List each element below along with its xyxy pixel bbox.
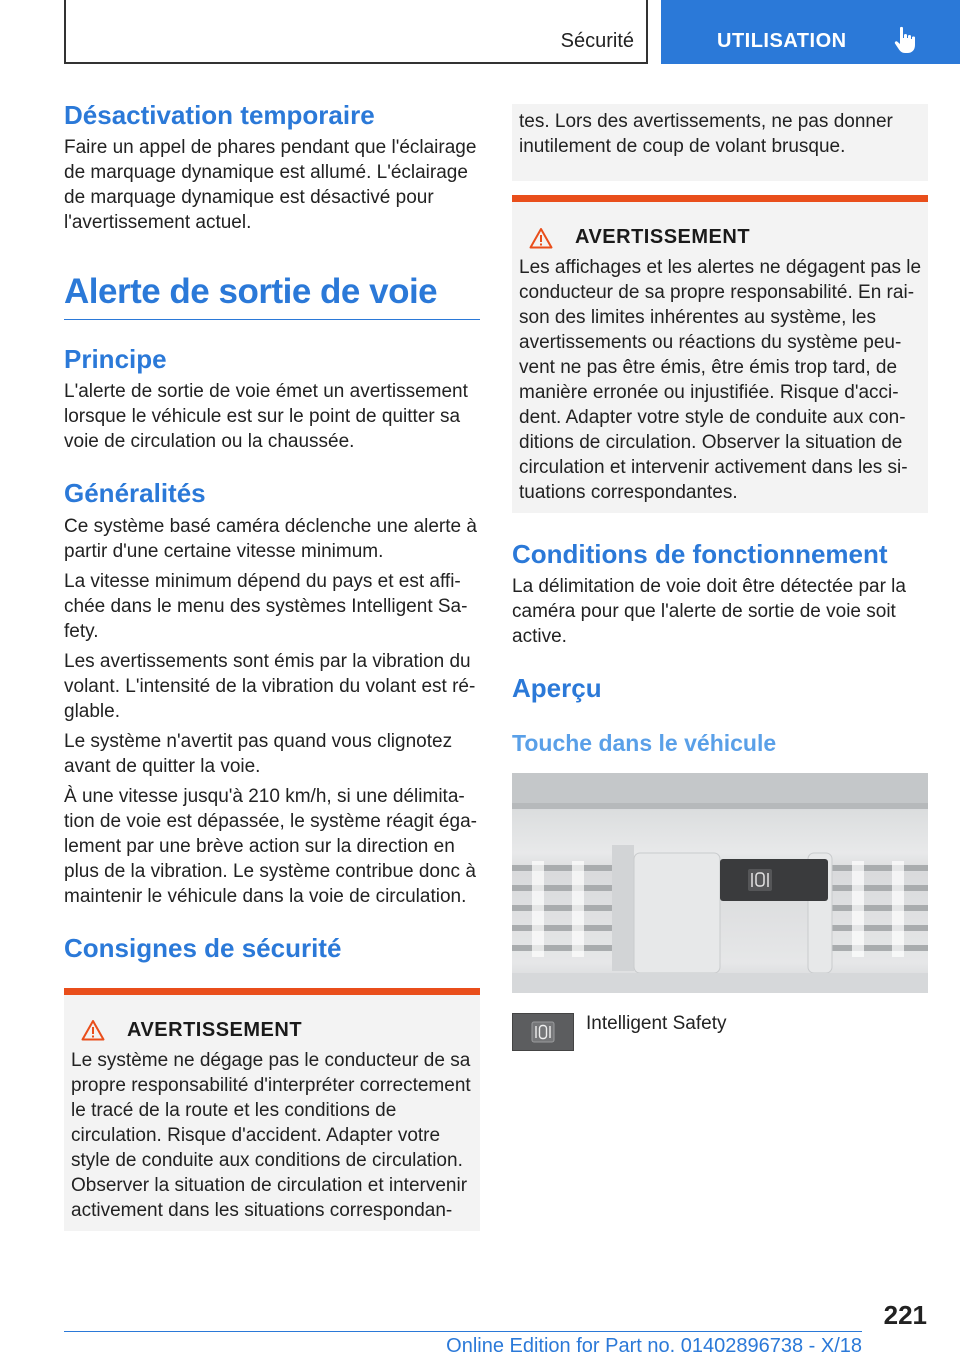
general-paragraph-5: À une vitesse jusqu'à 210 km/h, si une délimitation de voie est dépassée, le système réagit également par une brève action sur la direction en plus de la vibration. Le système contribue donc à maintenir le véhicule dans la voie de circulation. bbox=[64, 785, 477, 907]
principle-text: L'alerte de sortie de voie émet un avertissement lorsque le véhicule est sur le point de quitter sa voie de circulation ou la chaussée. bbox=[64, 381, 468, 453]
intelligent-safety-icon bbox=[512, 1013, 574, 1051]
header-chapter-label: UTILISATION bbox=[717, 30, 847, 52]
hand-pointer-icon bbox=[893, 26, 919, 54]
chapter-title: Alerte de sortie de voie bbox=[64, 271, 480, 320]
left-column bbox=[64, 100, 480, 1231]
temporary-deactivation-text: Faire un appel de phares pendant que l'éclairage de marquage dynamique est allumé. L'éclairage de marquage dynamique est désactivé pour l'avertissement actuel. bbox=[64, 137, 477, 234]
header-chapter-tab bbox=[661, 0, 960, 64]
vehicle-console-illustration bbox=[512, 773, 928, 993]
conditions-heading: Conditions de fonctionnement bbox=[512, 539, 888, 569]
button-in-vehicle-heading: Touche dans le véhicule bbox=[512, 730, 777, 757]
warning-box-2 bbox=[512, 195, 928, 513]
footer-edition: Online Edition for Part no. 01402896738 - X/18 bbox=[64, 1331, 862, 1358]
general-heading: Généralités bbox=[64, 478, 206, 509]
warning-2-text: Les affichages et les alertes ne dégagent pas le conducteur de sa propre responsabilité. En raison des limites inhérentes au système, les avertissements ou réactions du système peuvent ne pas être émis, être émis trop tard, de manière erronée ou injustifiée. Risque d'accident. Adapter votre style de conduite aux conditions de circulation. Observer la situation de circulation et intervenir activement dans les situations correspondantes. bbox=[519, 257, 922, 503]
warning-1-title: AVERTISSEMENT bbox=[127, 1018, 303, 1041]
warning-1-text: Le système ne dégage pas le conducteur de sa propre responsabilité d'interpréter correctement le tracé de la route et les conditions de circulation. Risque d'accident. Adapter votre style de conduite aux conditions de circulation. Observer la situation de circulation et intervenir activement dans les situations correspondan- bbox=[71, 1049, 471, 1221]
overview-heading: Aperçu bbox=[512, 673, 602, 704]
temporary-deactivation-heading: Désactivation temporaire bbox=[64, 100, 375, 130]
vehicle-button-photo bbox=[512, 773, 928, 993]
conditions-text: La délimitation de voie doit être détectée par la caméra pour que l'alerte de sortie de voie soit active. bbox=[512, 576, 906, 648]
header-section-label: Sécurité bbox=[560, 30, 634, 52]
warning-box-1 bbox=[64, 988, 480, 1231]
general-paragraph-4: Le système n'avertit pas quand vous clignotez avant de quitter la voie. bbox=[64, 730, 453, 777]
warning-2-title: AVERTISSEMENT bbox=[575, 226, 751, 248]
general-paragraph-3: Les avertissements sont émis par la vibration du volant. L'intensité de la vibration du volant est réglable. bbox=[64, 650, 476, 722]
header-section-tab bbox=[64, 0, 648, 64]
warning-triangle-icon bbox=[81, 1019, 105, 1041]
general-paragraph-2: La vitesse minimum dépend du pays et est affichée dans le menu des systèmes Intelligent Safety. bbox=[64, 570, 468, 642]
button-legend-row bbox=[512, 1013, 928, 1051]
principle-heading: Principe bbox=[64, 344, 167, 375]
safety-heading: Consignes de sécurité bbox=[64, 932, 342, 963]
page-number: 221 bbox=[883, 1300, 927, 1330]
warning-box-1-continuation bbox=[512, 104, 928, 181]
intelligent-safety-label: Intelligent Safety bbox=[586, 1013, 727, 1035]
general-paragraph-1: Ce système basé caméra déclenche une alerte à partir d'une certaine vitesse minimum. bbox=[64, 515, 477, 562]
warning-1-continuation-text: tes. Lors des avertissements, ne pas donner inutilement de coup de volant brusque. bbox=[519, 111, 893, 157]
right-column bbox=[512, 100, 928, 1051]
warning-triangle-icon bbox=[529, 227, 553, 249]
